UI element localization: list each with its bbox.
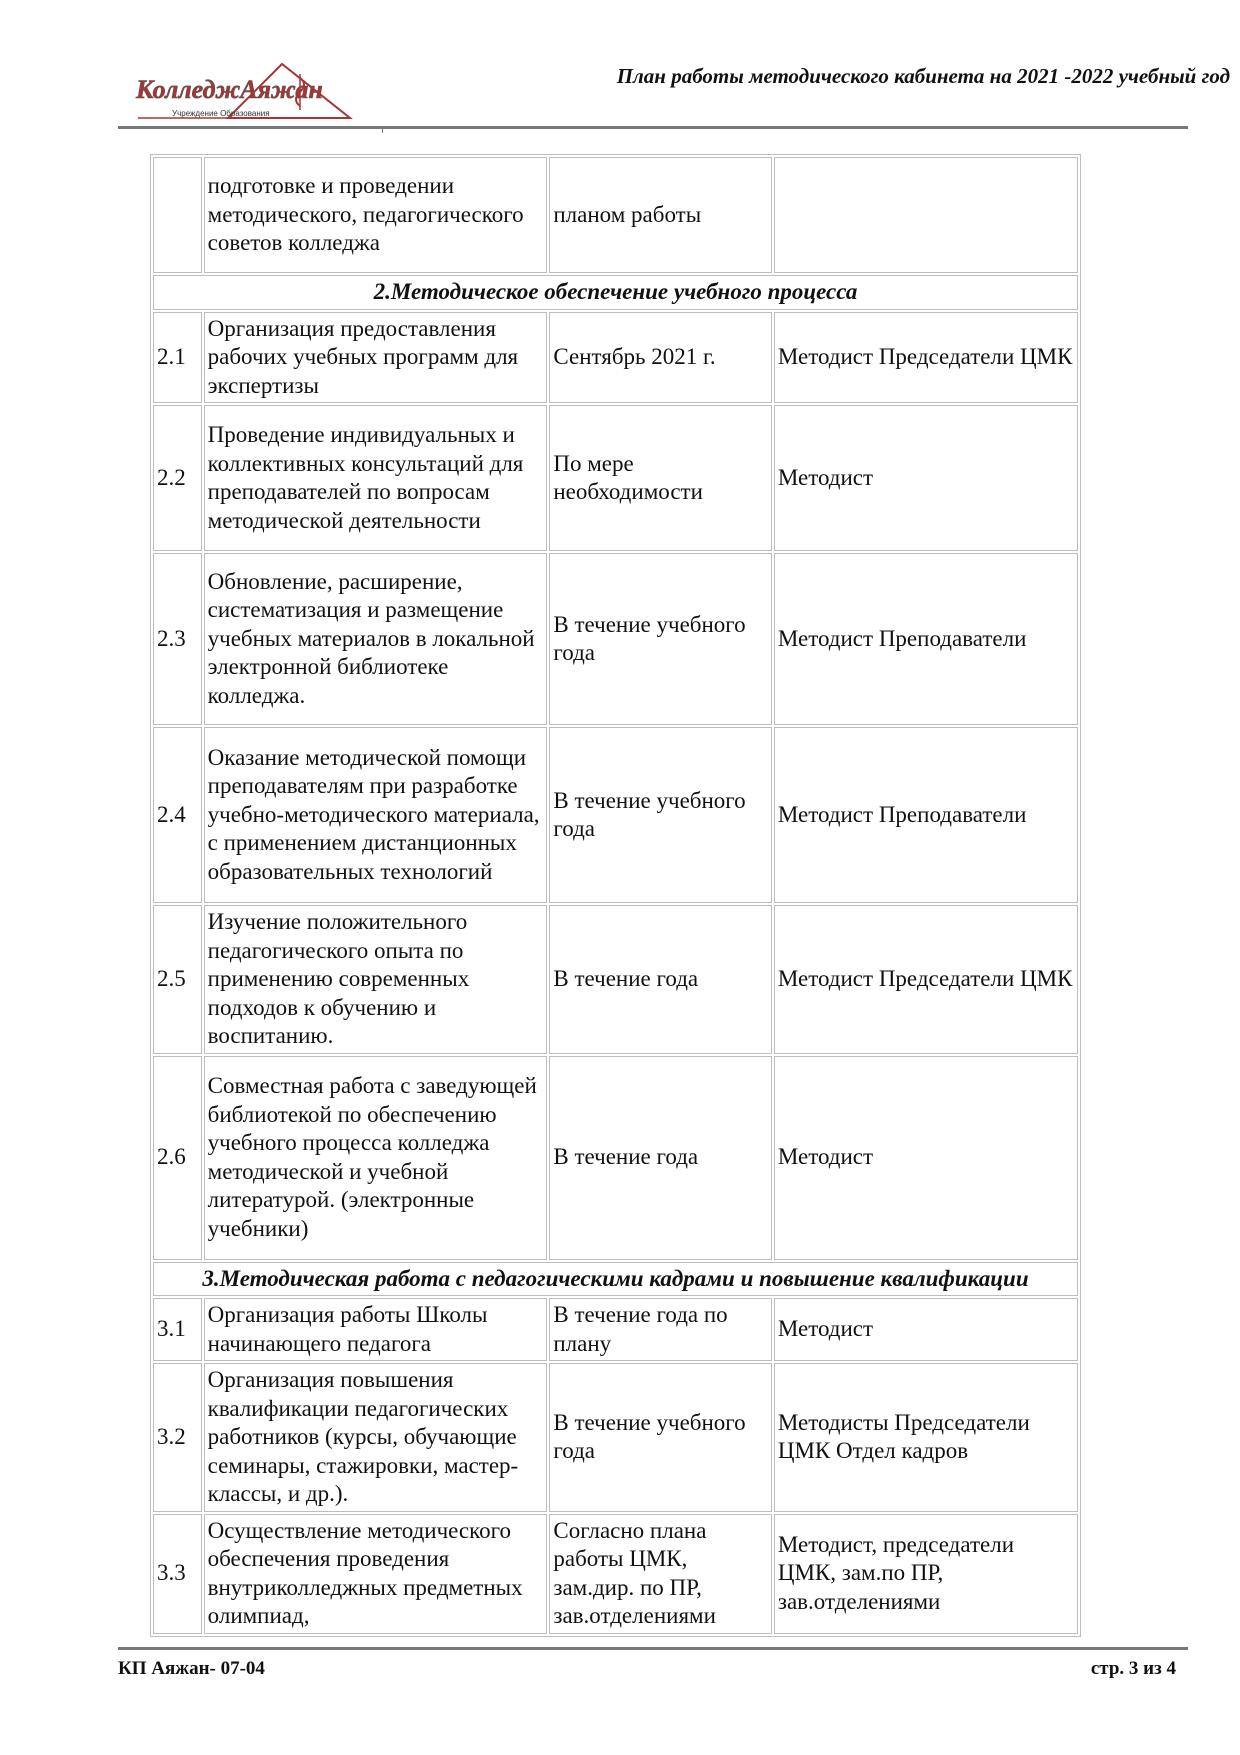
table-row — [153, 905, 1078, 1054]
footer-divider — [118, 1647, 1188, 1650]
row-term: В течение года — [549, 1056, 771, 1260]
row-responsible: Методист — [774, 405, 1078, 551]
row-description: Осуществление методического обеспечения проведения внутриколледжных предметных олимпиад, — [204, 1514, 548, 1634]
row-term: Согласно плана работы ЦМК, зам.дир. по ПР, зав.отделениями — [549, 1514, 771, 1634]
header-divider-tick — [382, 129, 383, 133]
row-number: 3.1 — [153, 1298, 202, 1361]
table-row — [153, 1363, 1078, 1512]
row-description: подготовке и проведении методического, педагогического советов колледжа — [204, 157, 548, 273]
header-divider — [118, 126, 1188, 129]
row-term: В течение года — [549, 905, 771, 1054]
row-term: В течение учебного года — [549, 727, 771, 903]
table-row — [153, 1056, 1078, 1260]
table-row — [153, 1298, 1078, 1361]
row-term: В течение учебного года — [549, 553, 771, 725]
table-row — [153, 157, 1078, 273]
row-number: 2.2 — [153, 405, 202, 551]
row-description: Изучение положительного педагогического опыта по применению современных подходов к обучению и воспитанию. — [204, 905, 548, 1054]
row-responsible: Методист Председатели ЦМК — [774, 312, 1078, 404]
section-header-row — [153, 1262, 1078, 1297]
table-row — [153, 312, 1078, 404]
row-responsible: Методист — [774, 1056, 1078, 1260]
table-row — [153, 405, 1078, 551]
svg-text:Учреждение Образования: Учреждение Образования — [172, 109, 270, 118]
page-number: стр. 3 из 4 — [1090, 1658, 1176, 1679]
work-plan-table — [150, 154, 1081, 1637]
row-number: 2.5 — [153, 905, 202, 1054]
document-title: План работы методического кабинета на 2021 -2022 учебный год — [616, 64, 1230, 88]
college-logo — [132, 60, 364, 122]
row-term: В течение года по плану — [549, 1298, 771, 1361]
table-row — [153, 1514, 1078, 1634]
row-term: планом работы — [549, 157, 771, 273]
row-description: Организация повышения квалификации педагогических работников (курсы, обучающие семинары, стажировки, мастер- классы, и др.). — [204, 1363, 548, 1512]
row-description: Оказание методической помощи преподавателям при разработке учебно-методического материала, с применением дистанционных образовательных технологий — [204, 727, 548, 903]
row-description: Организация предоставления рабочих учебных программ для экспертизы — [204, 312, 548, 404]
row-number: 2.3 — [153, 553, 202, 725]
row-term: Сентябрь 2021 г. — [549, 312, 771, 404]
row-number — [153, 157, 202, 273]
row-number: 2.4 — [153, 727, 202, 903]
row-responsible: Методист Преподаватели — [774, 553, 1078, 725]
row-responsible: Методист, председатели ЦМК, зам.по ПР, зав.отделениями — [774, 1514, 1078, 1634]
row-responsible: Методист — [774, 1298, 1078, 1361]
row-description: Проведение индивидуальных и коллективных консультаций для преподавателей по вопросам методической деятельности — [204, 405, 548, 551]
row-responsible: Методист Преподаватели — [774, 727, 1078, 903]
section-title: 2.Методическое обеспечение учебного процесса — [153, 275, 1078, 310]
section-title: 3.Методическая работа с педагогическими кадрами и повышение квалификации — [153, 1262, 1078, 1297]
section-header-row — [153, 275, 1078, 310]
document-code: КП Аяжан- 07-04 — [118, 1658, 265, 1679]
row-description: Совместная работа с заведующей библиотекой по обеспечению учебного процесса колледжа методической и учебной литературой. (электронные учебники) — [204, 1056, 548, 1260]
svg-text:КолледжАяжан: КолледжАяжан — [136, 75, 323, 104]
row-term: По мере необходимости — [549, 405, 771, 551]
table-row — [153, 553, 1078, 725]
row-responsible: Методисты Председатели ЦМК Отдел кадров — [774, 1363, 1078, 1512]
row-description: Организация работы Школы начинающего педагога — [204, 1298, 548, 1361]
row-number: 3.3 — [153, 1514, 202, 1634]
row-number: 3.2 — [153, 1363, 202, 1512]
row-responsible — [774, 157, 1078, 273]
row-responsible: Методист Председатели ЦМК — [774, 905, 1078, 1054]
table-row — [153, 727, 1078, 903]
row-term: В течение учебного года — [549, 1363, 771, 1512]
page-header — [118, 54, 1230, 128]
row-number: 2.6 — [153, 1056, 202, 1260]
row-description: Обновление, расширение, систематизация и размещение учебных материалов в локальной электронной библиотеке колледжа. — [204, 553, 548, 725]
row-number: 2.1 — [153, 312, 202, 404]
